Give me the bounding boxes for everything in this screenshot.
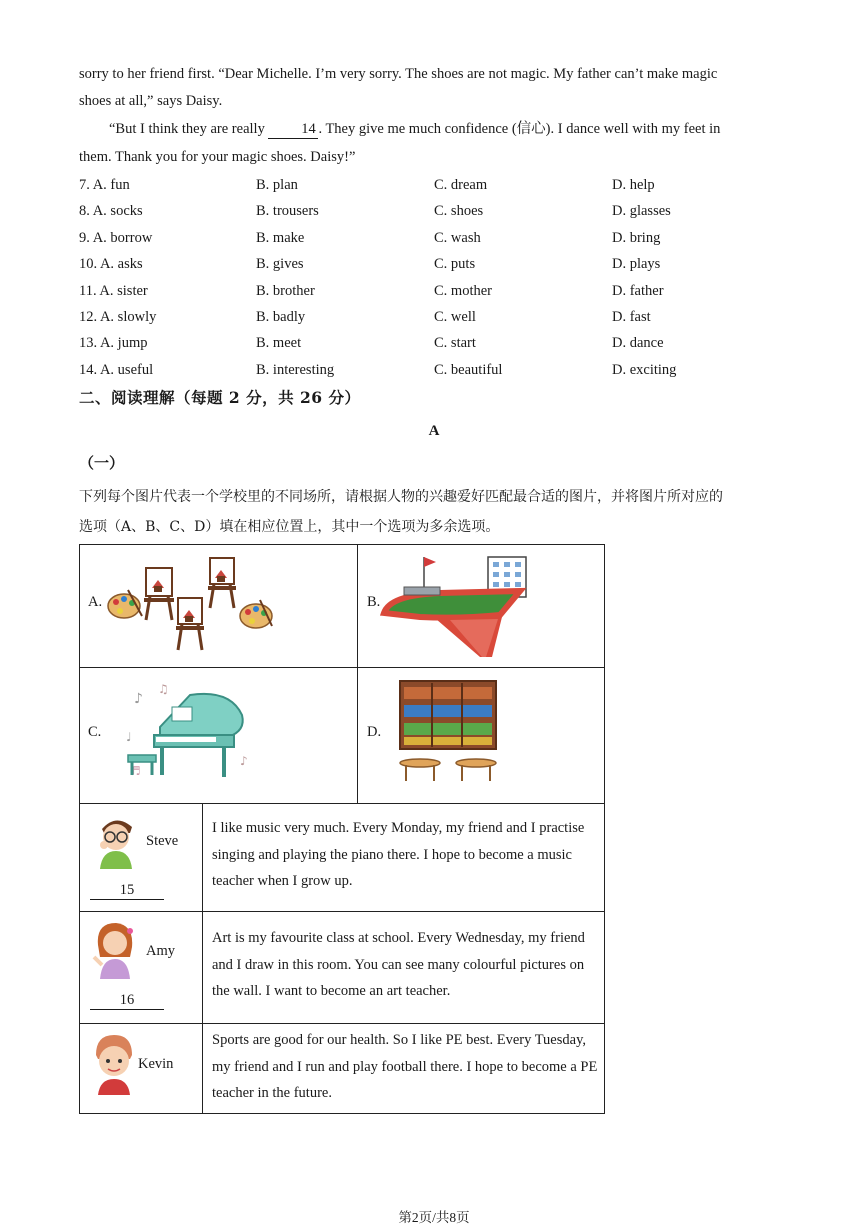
section-title: 二、阅读理解（每题 2 分，共 26 分） <box>79 388 361 407</box>
grand-piano-icon <box>154 694 243 777</box>
divider <box>80 803 604 804</box>
option: 12. A. slowly <box>79 308 157 325</box>
option: D. dance <box>612 335 664 352</box>
option-row <box>79 304 779 330</box>
bookshelf-icon <box>400 681 496 749</box>
passage-line-3-after: . They give me much confidence (信心). I dance well with my feet in <box>318 121 721 137</box>
option: C. puts <box>434 256 476 273</box>
option: D. fast <box>612 308 651 325</box>
svg-text:♪: ♪ <box>240 754 248 768</box>
part-letter: A <box>428 423 440 439</box>
kevin-avatar-icon <box>90 1031 138 1097</box>
person-name: Steve <box>146 833 179 849</box>
answer-blank-16 <box>90 991 164 1010</box>
steve-avatar-icon <box>94 811 138 871</box>
person-description: Sports are good for our health. So I like PE best. Every Tuesday, my friend and I run and play football there. I hope to become a PE teacher in the future. <box>212 1032 598 1101</box>
option: B. brother <box>256 282 315 299</box>
option-row <box>79 172 779 198</box>
picture-label-c: C. <box>88 724 102 740</box>
option-row <box>79 357 779 383</box>
answer-blank-15 <box>90 881 164 900</box>
blank-14: 14 <box>268 120 318 139</box>
svg-text:♩: ♩ <box>126 730 132 744</box>
passage-line-2: shoes at all,” says Daisy. <box>79 93 223 109</box>
easel-icon <box>144 568 174 620</box>
picture-label-d: D. <box>367 724 382 740</box>
passage-line-3 <box>79 116 789 143</box>
option: C. mother <box>434 282 492 299</box>
option: D. help <box>612 177 655 193</box>
library-picture <box>398 679 498 785</box>
option: D. plays <box>612 256 661 273</box>
palette-icon <box>108 590 142 618</box>
amy-avatar-icon <box>90 917 140 981</box>
option: C. wash <box>434 229 481 246</box>
option-row <box>79 225 779 251</box>
option: D. glasses <box>612 203 671 220</box>
option-row <box>79 278 779 304</box>
music-room-picture <box>120 679 260 787</box>
option: B. plan <box>256 177 298 193</box>
table-icon <box>400 759 440 781</box>
option: D. exciting <box>612 361 677 378</box>
divider <box>357 545 358 803</box>
matching-table <box>79 544 605 1114</box>
option: B. interesting <box>256 361 335 378</box>
option: C. dream <box>434 177 488 193</box>
table-icon <box>456 759 496 781</box>
page-footer: 第2页/共8页 <box>398 1210 470 1225</box>
option: 8. A. socks <box>79 203 143 220</box>
art-room-picture <box>106 550 276 662</box>
option: C. start <box>434 335 476 352</box>
flag-icon <box>424 557 436 589</box>
divider <box>80 911 604 912</box>
option: B. trousers <box>256 203 319 220</box>
option: 11. A. sister <box>79 282 148 299</box>
option-row <box>79 330 779 356</box>
option: D. bring <box>612 229 661 246</box>
piano-bench-icon <box>128 755 156 775</box>
option: D. father <box>612 282 664 299</box>
option: 13. A. jump <box>79 335 148 352</box>
sub-title: （一） <box>79 454 125 472</box>
option: B. gives <box>256 256 304 273</box>
option: C. well <box>434 308 476 325</box>
option: C. shoes <box>434 203 484 220</box>
divider <box>80 667 604 668</box>
option: 14. A. useful <box>79 361 154 378</box>
option-row <box>79 198 779 224</box>
instruction-line-1: 下列每个图片代表一个学校里的不同场所，请根据人物的兴趣爱好匹配最合适的图片，并将图片所对应的 <box>79 489 723 505</box>
option: 10. A. asks <box>79 256 143 273</box>
option: B. make <box>256 229 305 246</box>
svg-text:♬: ♬ <box>130 764 141 778</box>
option: 7. A. fun <box>79 177 130 193</box>
person-description: Art is my favourite class at school. Every Wednesday, my friend and I draw in this room. You can see many colourful pictures on the wall. I want to become an art teacher. <box>212 930 585 999</box>
option: B. badly <box>256 308 306 325</box>
easel-icon <box>208 558 236 608</box>
instruction <box>79 482 789 542</box>
passage-line-3-before: “But I think they are really <box>109 121 269 137</box>
passage-line-1: sorry to her friend first. “Dear Michelle. I’m very sorry. The shoes are not magic. My father can’t make magic <box>79 66 718 82</box>
person-description: I like music very much. Every Monday, my friend and I practise singing and playing the piano there. I hope to become a music teacher when I grow up. <box>212 820 585 889</box>
picture-label-a: A. <box>88 594 103 610</box>
svg-text:♫: ♫ <box>158 682 169 696</box>
passage-line-4: them. Thank you for your magic shoes. Daisy!” <box>79 149 356 165</box>
divider <box>202 803 203 1113</box>
option: C. beautiful <box>434 361 503 378</box>
blank-15: 15 <box>90 881 164 900</box>
palette-icon <box>240 600 272 628</box>
picture-label-b: B. <box>367 594 381 610</box>
person-name: Amy <box>146 943 175 959</box>
playground-picture <box>380 553 530 663</box>
divider <box>80 1023 604 1024</box>
option-row <box>79 251 779 277</box>
option: B. meet <box>256 335 302 352</box>
blank-16: 16 <box>90 991 164 1010</box>
option: 9. A. borrow <box>79 229 153 246</box>
person-name: Kevin <box>138 1056 174 1072</box>
instruction-line-2: 选项（A、B、C、D）填在相应位置上，其中一个选项为多余选项。 <box>79 519 500 535</box>
options-list <box>79 172 779 383</box>
running-track-icon <box>384 587 520 657</box>
easel-icon <box>176 598 204 650</box>
svg-text:♪: ♪ <box>134 691 143 707</box>
